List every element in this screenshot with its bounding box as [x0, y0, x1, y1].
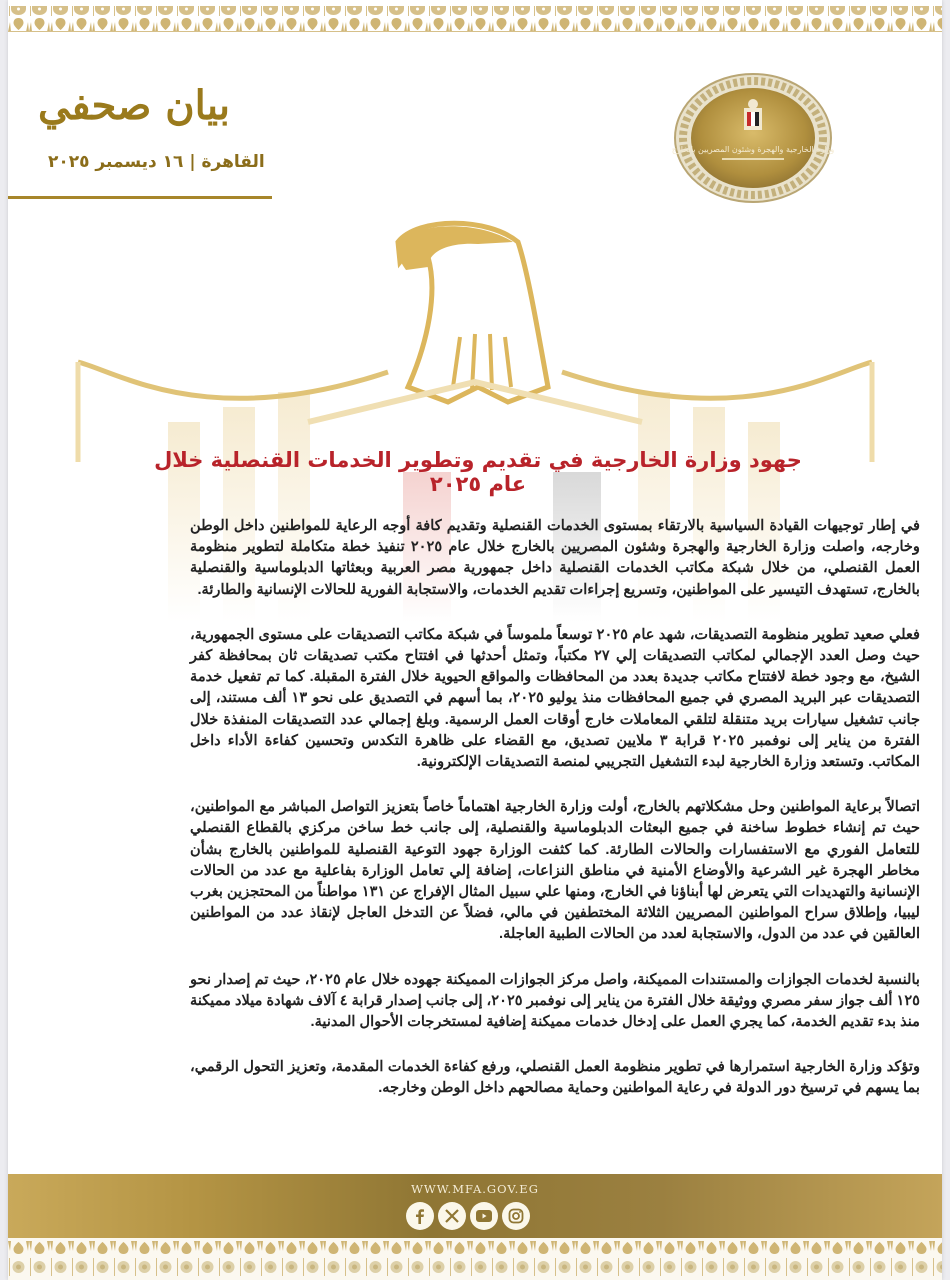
ornament-pattern-top — [8, 4, 942, 34]
x-icon[interactable] — [438, 1202, 466, 1230]
instagram-icon[interactable] — [502, 1202, 530, 1230]
paragraph-intro: في إطار توجيهات القيادة السياسية بالارتقاء بمستوى الخدمات القنصلية وتقديم كافة أوجه الرعاية للمواطنين داخل الوطن وخارجه، واصلت وزارة الخارجية والهجرة وشئون المصريين بالخارج خلال عام ٢٠٢٥ تنفيذ خطة متكاملة لتطوير منظومة العمل القنصلي، من خلال شبكة مكاتب الخدمات القنصلية داخل جمهورية مصر العربية وبعثاتها الدبلوماسية والقنصلية بالخارج، تستهدف التيسير على المواطنين، وتسريع إجراءات تقديم الخدمات، والاستجابة الفورية للحالات الإنسانية والطارئة. — [190, 518, 920, 598]
paragraph-conclusion: وتؤكد وزارة الخارجية استمرارها في تطوير منظومة العمل القنصلي، ورفع كفاءة الخدمات المقدمة، وتعزيز التحول الرقمي، بما يسهم في ترسيخ دور الدولة في رعاية المواطنين وحماية مصالحهم داخل الوطن وخارجه. — [190, 1059, 920, 1097]
press-release-body — [190, 516, 920, 1124]
ornament-pattern-bottom — [8, 1238, 942, 1280]
eagle-head-icon — [397, 223, 548, 402]
ministry-seal-logo — [672, 72, 834, 204]
press-release-page — [8, 0, 942, 1280]
facebook-icon[interactable] — [406, 1202, 434, 1230]
place-date-line: القاهرة | ١٦ ديسمبر ٢٠٢٥ — [48, 152, 265, 172]
header-divider — [8, 196, 272, 199]
footer-bar — [8, 1174, 942, 1240]
page-edge-left — [0, 0, 8, 1280]
press-release-heading: بيان صحفي — [38, 82, 231, 129]
social-links — [406, 1202, 530, 1230]
paragraph-citizen-care: اتصالاً برعاية المواطنين وحل مشكلاتهم بالخارج، أولت وزارة الخارجية اهتماماً خاصاً بتعزيز التواصل المباشر مع المواطنين، حيث تم إنشاء خطوط ساخنة في جميع البعثات الدبلوماسية والقنصلية، إلى جانب خط ساخن مركزي بالقطاع القنصلي للتعامل الفوري مع الاستفسارات والحالات الطارئة. كما كثفت الوزارة جهود التوعية القنصلية للمواطنين بالخارج بشأن مخاطر الهجرة غير الشرعية والأوضاع الأمنية في مناطق النزاعات، إضافة إلي تعامل الوزارة بفاعلية مع عدد من الحالات الإنسانية والتهديدات التي يتعرض لها أبناؤنا في الخارج، ومنها علي سبيل المثال الإفراج عن ١٣١ مواطناً من المحتجزين بغرب ليبيا، وإطلاق سراح المواطنين المصريين الثلاثة المختطفين في مالي، فضلاً عن التدخل العاجل لإنقاذ عدد من المواطنين العالقين في عدد من الدول، والاستجابة لعدد من الحالات الطبية العاجلة. — [190, 799, 920, 943]
decorative-border-top — [8, 4, 942, 34]
page-edge-right — [942, 0, 950, 1280]
paragraph-attestations: فعلي صعيد تطوير منظومة التصديقات، شهد عام ٢٠٢٥ توسعاً ملموساً في شبكة مكاتب التصديقات على مستوى الجمهورية، حيث وصل العدد الإجمالي لمكاتب التصديقات إلي ٢٧ مكتباً، وتمثل أحدثها في افتتاح مكتب تصديقات ثان بمحافظة كفر الشيخ، مع وجود خطة لافتتاح مكاتب جديدة بعدد من المحافظات والمواقع الحيوية خلال الفترة المقبلة. كما تم تفعيل خدمة التصديقات عبر البريد المصري في جميع المحافظات منذ يوليو ٢٠٢٥، بما أسهم في التصديق على نحو ١٣ ألف مستند، إلى جانب تشغيل سيارات بريد متنقلة لتلقي المعاملات خارج أوقات العمل الرسمية. وبلغ إجمالي عدد التصديقات المنفذة خلال الفترة من يناير إلى نوفمبر ٢٠٢٥ قرابة ٣ ملايين تصديق، مع القضاء على ظاهرة التكدس وتحسين كفاءة الأداء داخل المكاتب. وتستعد وزارة الخارجية لبدء التشغيل التجريبي لمنصة التصديقات الإلكترونية. — [190, 626, 920, 771]
decorative-border-bottom — [8, 1238, 942, 1280]
seal-text: وزارة الخارجية والهجرة وشئون المصريين بالخارج — [672, 145, 834, 154]
paragraph-passports: بالنسبة لخدمات الجوازات والمستندات المميكنة، واصل مركز الجوازات المميكنة جهوده خلال عام ٢٠٢٥، حيث تم إصدار نحو ١٢٥ ألف جواز سفر مصري ووثيقة خلال الفترة من يناير إلى نوفمبر ٢٠٢٥، إلى جانب إصدار قرابة ٤ آلاف شهادة ميلاد مميكنة منذ بدء تقديم الخدمة، كما يجري العمل على إدخال خدمات مميكنة إضافية لمستخرجات الأحوال المدنية. — [190, 971, 920, 1031]
website-link[interactable]: WWW.MFA.GOV.EG — [411, 1182, 539, 1196]
document-title: جهود وزارة الخارجية في تقديم وتطوير الخدمات القنصلية خلال عام ٢٠٢٥ — [154, 448, 802, 496]
youtube-icon[interactable] — [470, 1202, 498, 1230]
